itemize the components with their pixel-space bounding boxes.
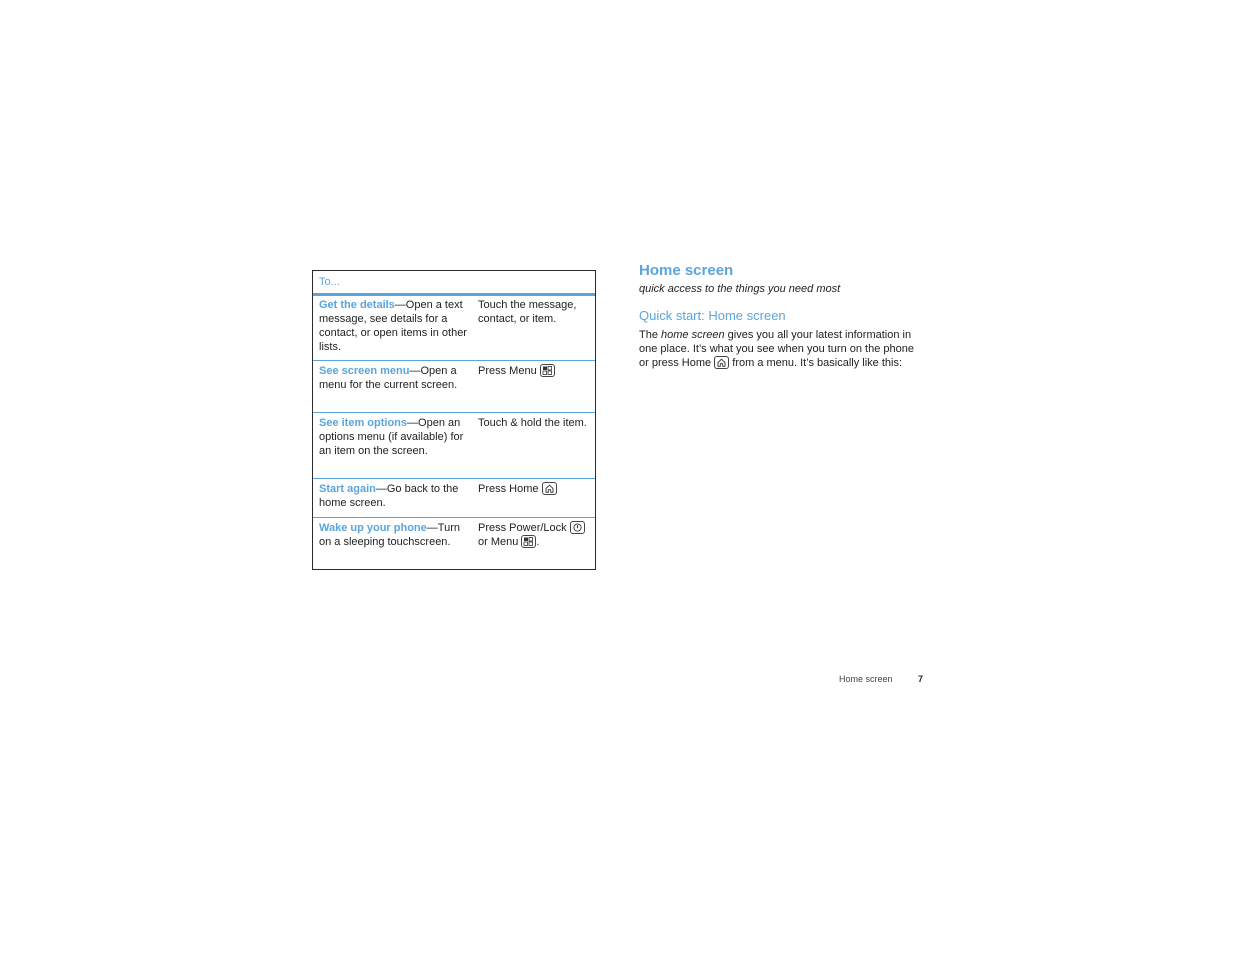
row-feature [319, 364, 467, 392]
row-instruction-text: Press Menu [478, 365, 537, 377]
table-header [313, 271, 595, 296]
row-divider [313, 478, 595, 479]
table-header-label: To... [319, 276, 340, 288]
row-description: —Go back to the home screen. [319, 483, 459, 509]
row-divider [313, 517, 595, 518]
paragraph-text: from a menu. It’s basically like this: [729, 357, 903, 369]
row-divider [313, 412, 595, 413]
paragraph-text: The [639, 329, 662, 341]
menu-key-icon [521, 535, 536, 548]
row-instruction [478, 364, 590, 378]
row-divider [313, 360, 595, 361]
section-subtitle: quick access to the things you need most [639, 283, 841, 295]
row-instruction-text: Press Home [478, 483, 539, 495]
row-feature [319, 298, 467, 354]
section-heading: Quick start: Home screen [639, 308, 786, 323]
row-description: —Open an options menu (if available) for an item on the screen. [319, 417, 464, 457]
row-feature [319, 482, 467, 510]
row-instruction [478, 482, 590, 496]
row-description: —Turn on a sleeping touchscreen. [319, 522, 460, 548]
row-action: See screen menu [319, 365, 410, 377]
row-action: See item options [319, 417, 408, 429]
row-instruction [478, 521, 590, 549]
section-paragraph [639, 328, 924, 370]
row-action: Get the details [319, 299, 395, 311]
row-instruction-text: or Menu [478, 536, 519, 548]
paragraph-emphasis: home screen [661, 329, 725, 341]
paragraph-text: gives you all your latest information in one place. It’s what you see when you turn on the phone or press Home [639, 329, 914, 369]
home-key-icon [542, 482, 557, 495]
row-instruction-text: . [536, 536, 540, 548]
features-table [312, 270, 596, 570]
menu-key-icon [540, 364, 555, 377]
row-instruction: Touch the message, contact, or item. [478, 299, 577, 325]
footer-section-label: Home screen [839, 674, 893, 684]
row-feature [319, 416, 467, 458]
home-key-icon [714, 356, 729, 369]
row-action: Wake up your phone [319, 522, 427, 534]
row-description: —Open a menu for the current screen. [319, 365, 458, 391]
row-action: Start again [319, 483, 376, 495]
row-feature [319, 521, 467, 549]
power-key-icon [570, 521, 585, 534]
page-number: 7 [918, 674, 924, 684]
section-title: Home screen [639, 262, 734, 279]
row-instruction-text: Press Power/Lock [478, 522, 567, 534]
row-description: —Open a text message, see details for a contact, or open items in other lists. [319, 299, 467, 353]
row-instruction: Touch & hold the item. [478, 417, 587, 429]
